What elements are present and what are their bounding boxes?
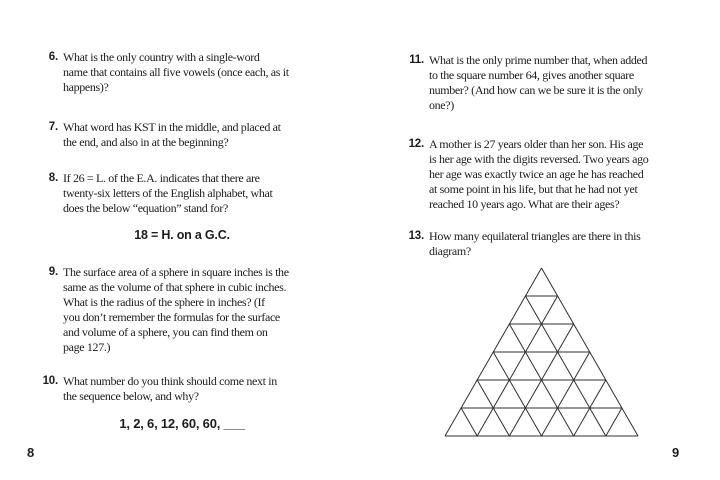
page-number-left: 8 — [27, 445, 35, 460]
question-number: 12. — [408, 138, 424, 150]
equation-line: 18 = H. on a G.C. — [134, 228, 230, 242]
question-number: 9. — [48, 266, 58, 278]
question-7 — [36, 120, 281, 150]
question-8 — [36, 171, 272, 216]
question-12 — [402, 137, 648, 212]
question-number: 8. — [48, 172, 58, 184]
question-text: A mother is 27 years older than her son. His age is her age with the digits reversed. Two years ago her age was exactly twice an age he has reached at some point in his life, but that he had not yet reached 10 years ago. What are their ages? — [429, 137, 649, 211]
question-text: What word has KST in the middle, and placed at the end, and also in at the beginning? — [63, 120, 281, 149]
question-13 — [402, 229, 640, 259]
page-number-right: 9 — [672, 445, 680, 460]
question-text: How many equilateral triangles are there in this diagram? — [429, 229, 641, 258]
sequence-line: 1, 2, 6, 12, 60, 60, ___ — [119, 416, 245, 431]
question-text: What number do you think should come next in the sequence below, and why? — [63, 374, 277, 403]
question-number: 7. — [48, 121, 58, 133]
triangle-grid-diagram — [443, 266, 640, 440]
question-text: The surface area of a sphere in square inches is the same as the volume of that sphere in cubic inches. What is the radius of the sphere in inches? (If you don’t remember the formulas for the surface and volume of a sphere, you can find them on page 127.) — [63, 265, 289, 354]
question-number: 10. — [42, 375, 58, 387]
question-text: If 26 = L. of the E.A. indicates that there are twenty-six letters of the English alphabet, what does the below “equation” stand for? — [63, 171, 273, 215]
question-11 — [402, 53, 647, 113]
question-number: 11. — [409, 54, 424, 66]
left-page — [36, 0, 328, 480]
question-text: What is the only country with a single-word name that contains all five vowels (once each, as it happens)? — [63, 50, 289, 94]
question-10 — [36, 374, 277, 404]
question-number: 6. — [48, 51, 58, 63]
question-number: 13. — [408, 230, 424, 242]
question-text: What is the only prime number that, when added to the square number 64, gives another square number? (And how can we be sure it is the only one?) — [429, 53, 648, 112]
question-6 — [36, 50, 289, 95]
question-9 — [36, 265, 289, 355]
